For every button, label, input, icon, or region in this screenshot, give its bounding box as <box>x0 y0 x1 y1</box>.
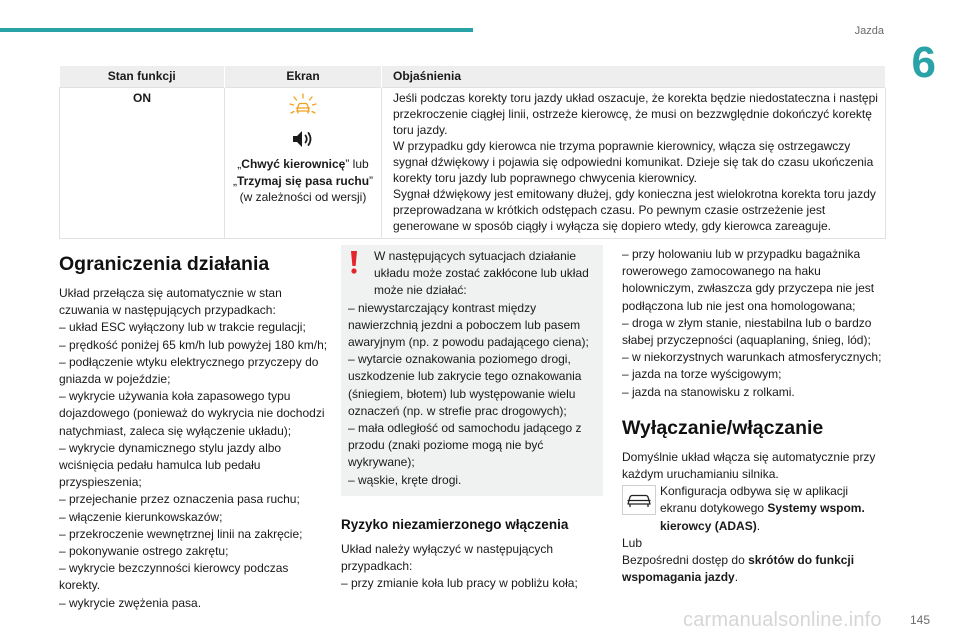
table-row <box>60 88 886 239</box>
list-item: – układ ESC wyłączony lub w trakcie regulacji; <box>59 320 306 335</box>
list-item: – wykrycie zwężenia pasa. <box>59 595 202 610</box>
list-item: – podłączenie wtyku elektrycznego przyczepy do gniazda w pojeździe; <box>59 354 319 387</box>
list-item: – przekroczenie wewnętrznej linii na zakręcie; <box>59 526 303 541</box>
table-header-state: Stan funkcji <box>60 66 225 88</box>
limits-section <box>59 252 329 612</box>
warning-box <box>341 245 603 496</box>
list-item: – jazda na stanowisku z rolkami. <box>622 384 795 399</box>
state-cell: ON <box>60 88 225 239</box>
list-item: – mała odległość od samochodu jadącego z przodu (znaki poziome mogą nie być wykrywane); <box>348 421 582 470</box>
direct-access-text: Bezpośredni dostęp do skrótów do funkcji wspomagania jazdy. <box>622 553 855 585</box>
function-state-table <box>59 66 886 239</box>
or-text: Lub <box>622 535 643 550</box>
list-item: – przy holowaniu lub w przypadku bagażnika rowerowego zamocowanego na haku holowniczym, zwłaszcza gdy przyczepa nie jest podłączona lub nie jest ona homologowana; <box>622 247 875 313</box>
list-item: – w niekorzystnych warunkach atmosferycznych; <box>622 350 882 365</box>
warning-intro: W następujących sytuacjach działanie układu może zostać zakłócone lub układ może nie działać: <box>374 249 589 298</box>
config-text: Konfiguracja odbywa się w aplikacji ekranu dotykowego Systemy wspom. kierowcy (ADAS). <box>660 484 865 533</box>
car-settings-icon <box>622 485 656 515</box>
config-info <box>622 483 888 535</box>
list-item: – jazda na torze wyścigowym; <box>622 367 782 382</box>
steering-alert-icon <box>288 92 318 122</box>
onoff-intro: Domyślnie układ włącza się automatycznie przy każdym uruchamianiu silnika. <box>622 449 876 482</box>
list-item: – niewystarczający kontrast między nawierzchnią jezdni a poboczem lub pasem awaryjnym (np. z powodu padającego ciena); <box>348 300 589 350</box>
explanation-paragraph: Sygnał dźwiękowy jest emitowany dłużej, gdy konieczna jest wielokrotna korekta toru jazdy przeprowadzana w krótkich odstępach czasu. Po pewnym czasie ostrzeżenie jest generowane w sposób ciągły i wyłącza się dopiero wtedy, gdy kierowca zareaguje. <box>393 187 876 233</box>
explanation-paragraph: Jeśli podczas korekty toru jazdy układ oszacuje, że korekta będzie niedostateczna i następi przekroczenie ciągłej linii, ostrzeże kierowcę, że musi on bezzwględnie dokończyć korektę toru jazdy. <box>393 91 878 137</box>
unintended-title: Ryzyko niezamierzonego włączenia <box>341 516 569 532</box>
explanation-paragraph: W przypadku gdy kierowca nie trzyma poprawnie kierownicy, włącza się ostrzegawczy sygnał dźwiękowy i pojawia się odpowiedni komunikat. Dzieje się tak do czasu ukończenia korekty toru jazdy lub poprawnego chwycenia kierownicy. <box>393 139 874 185</box>
page-number: 145 <box>909 613 930 627</box>
list-item: – prędkość poniżej 65 km/h lub powyżej 180 km/h; <box>59 337 328 352</box>
section-label: Jazda <box>854 25 884 37</box>
list-item: – wąskie, kręte drogi. <box>348 472 462 487</box>
list-item: – droga w złym stanie, niestabilna lub o bardzo słabej przyczepności (aquaplaning, śnieg, lód); <box>622 315 872 348</box>
display-message: „Chwyć kierownicę” lub „Trzymaj się pasa ruchu” (w zależności od wersji) <box>232 157 374 204</box>
table-header-explanation: Objaśnienia <box>382 66 886 88</box>
list-item: – przejechanie przez oznaczenia pasa ruchu; <box>59 492 300 507</box>
chapter-number: 6 <box>911 38 936 87</box>
table-header-display: Ekran <box>225 66 382 88</box>
list-item: – pokonywanie ostrego zakrętu; <box>59 544 229 559</box>
watermark: carmanualsonline.info <box>683 609 882 631</box>
list-item: – wykrycie bezczynności kierowcy podczas korekty. <box>59 561 289 593</box>
right-column <box>622 246 888 586</box>
list-item: – przy zmianie koła lub pracy w pobliżu koła; <box>341 576 578 591</box>
onoff-title: Wyłączanie/włączanie <box>622 416 824 439</box>
accent-bar <box>0 28 473 32</box>
limits-title: Ograniczenia działania <box>59 253 270 275</box>
list-item: – wytarcie oznakowania poziomego drogi, uszkodzenie lub zakrycie tego oznakowania (śniegiem, błotem) lub występowanie wielu oznaczeń (np. w strefie prac drogowych); <box>348 352 582 418</box>
display-cell <box>225 88 382 239</box>
list-item: – włączenie kierunkowskazów; <box>59 509 223 524</box>
limits-intro: Układ przełącza się automatycznie w stan czuwania w następujących przypadkach: <box>59 286 282 318</box>
sound-icon <box>290 128 316 150</box>
middle-column <box>341 245 603 592</box>
list-item: – wykrycie używania koła zapasowego typu dojazdowego (ponieważ do wykrycia nie dochodzi natychmiast, zaleca się wyłączenie układu); <box>59 389 325 438</box>
warning-icon <box>348 249 360 275</box>
unintended-intro: Układ należy wyłączyć w następujących przypadkach: <box>341 541 554 574</box>
table-header-row <box>60 66 886 88</box>
explanation-cell <box>382 88 886 239</box>
list-item: – wykrycie dynamicznego stylu jazdy albo wciśnięcia pedału hamulca lub pedału przyspieszenia; <box>59 440 282 490</box>
